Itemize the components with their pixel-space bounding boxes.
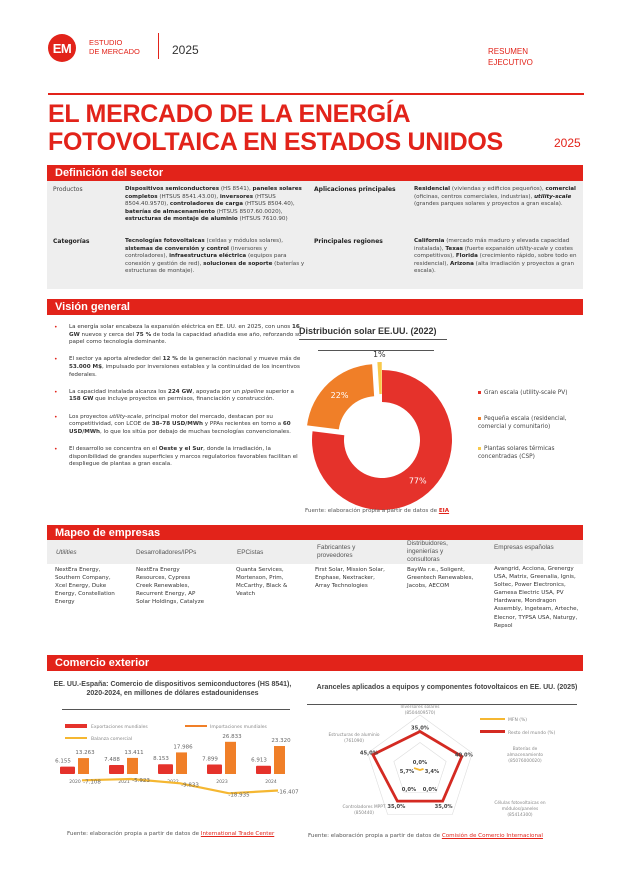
text-run: El sector ya aporta alrededor del bbox=[69, 356, 163, 363]
bar-imports-label: 13.263 bbox=[75, 750, 95, 757]
section-header-comercio: Comercio exterior bbox=[47, 655, 583, 671]
eia-link[interactable]: EIA bbox=[438, 508, 450, 514]
text-run: (celdas y módulos solares), bbox=[204, 238, 283, 244]
bold-text-run: Florida bbox=[455, 253, 478, 260]
column-header-epcistas: EPCistas bbox=[237, 549, 264, 556]
radar-data-label: 3,4% bbox=[424, 769, 440, 775]
text-run: (viviendas y edificios pequeños), bbox=[450, 186, 546, 192]
header-rule bbox=[48, 93, 584, 95]
legend-imports-swatch bbox=[185, 725, 207, 727]
pie-data-label: 22% bbox=[330, 390, 349, 400]
bold-text-run: Tecnologías fotovoltaicas bbox=[125, 238, 205, 244]
legend-rest-label: Resto del mundo (%) bbox=[508, 731, 556, 736]
bar-source bbox=[67, 831, 274, 837]
page-title bbox=[48, 100, 503, 156]
text-run: pipeline bbox=[241, 388, 264, 395]
regiones-label: Principales regiones bbox=[314, 238, 383, 245]
bar-imports bbox=[225, 742, 236, 774]
text-run: , principal motor del mercado, destacan por su competitividad, con LCOE de bbox=[69, 413, 273, 428]
tariff-radar-chart bbox=[320, 705, 590, 833]
x-axis-tick-label: 2022 bbox=[167, 780, 179, 785]
text-run: (inversores y controladores), bbox=[125, 245, 268, 260]
logo-line-2: DE MERCADO bbox=[89, 47, 140, 56]
text-run: (baterías y estructuras de montaje). bbox=[125, 260, 305, 275]
text-run: (oficinas, centros comerciales, industrias), bbox=[414, 193, 535, 200]
balance-data-label: -16.407 bbox=[277, 789, 299, 796]
text-run: Los proyectos bbox=[69, 413, 110, 420]
radar-data-label: 35,0% bbox=[387, 804, 406, 811]
pie-source bbox=[305, 508, 449, 514]
bold-text-run: soluciones de soporte bbox=[203, 260, 273, 267]
legend-swatch-icon bbox=[478, 391, 481, 394]
bold-text-run: paneles solares completos bbox=[125, 186, 302, 200]
radar-data-label: 35,0% bbox=[434, 804, 453, 811]
bar-imports-label: 13.411 bbox=[124, 749, 144, 756]
pie-data-label: 77% bbox=[408, 476, 427, 486]
radar-series-line bbox=[373, 732, 462, 802]
radar-gridline bbox=[394, 743, 446, 793]
radar-axis-label: (761090) bbox=[344, 739, 364, 744]
bold-text-run: 38–78 USD/MWh bbox=[151, 421, 204, 428]
text-run: superior a bbox=[263, 388, 294, 395]
column-header-utilities: Utilities bbox=[56, 549, 77, 556]
title-year: 2025 bbox=[554, 136, 581, 150]
bar-exports bbox=[109, 765, 124, 774]
legend-imports-label: Importaciones mundiales bbox=[210, 725, 267, 730]
bar-imports bbox=[274, 746, 285, 774]
radar-axis-label: almacenamiento bbox=[506, 753, 544, 758]
text-run: , donde la irradiación, la disponibilidad de grandes superficies y marcos regulatorios favorables facilitan el despliegue de plantas a gran escala. bbox=[69, 445, 298, 468]
text-run: , impulsado por inversiones estables y la continuidad de los incentivos federales. bbox=[69, 363, 300, 378]
document-type bbox=[488, 46, 533, 68]
bold-text-run: comercial bbox=[545, 186, 576, 192]
radar-axis-label: Estructuras de aluminio bbox=[328, 733, 380, 738]
bar-title-rule bbox=[62, 709, 290, 710]
logo-badge: EM bbox=[48, 34, 76, 62]
text-run: (equipos para conexión y gestión de red), bbox=[125, 253, 287, 267]
radar-series-line bbox=[414, 768, 424, 770]
legend-swatch-icon bbox=[478, 417, 481, 420]
balance-data-label: -18.935 bbox=[228, 792, 250, 799]
bar-exports bbox=[60, 767, 75, 774]
radar-chart-title: Aranceles aplicados a equipos y componentes fotovoltaicos en EE. UU. (2025) bbox=[316, 684, 578, 691]
vision-bullet-list bbox=[52, 324, 302, 478]
legend-swatch-icon bbox=[478, 447, 481, 450]
legend-exports-label: Exportaciones mundiales bbox=[91, 725, 148, 730]
page-title-line-2: FOTOVOLTAICA EN ESTADOS UNIDOS bbox=[48, 128, 503, 156]
bold-text-run: 158 GW bbox=[69, 396, 94, 403]
bar-chart-title: EE. UU.-España: Comercio de dispositivos semiconductores (HS 8541), 2020-2024, en millones de dólares estadounidenses bbox=[53, 681, 292, 697]
radar-source bbox=[308, 833, 543, 839]
text-run: y PPAs recientes en torno a bbox=[203, 421, 283, 428]
productos-label: Productos bbox=[53, 186, 83, 193]
radar-data-label: 0,0% bbox=[422, 787, 438, 793]
radar-source-text: Fuente: elaboración propia a partir de datos de bbox=[308, 833, 442, 839]
company-list-desarrolladores: NextEra Energy Resources, Cypress Creek Renewables, Recurrent Energy, AP Solar Holdings, Catalyze bbox=[136, 567, 205, 606]
x-axis-tick-label: 2024 bbox=[265, 780, 277, 785]
radar-axis-label: (850440) bbox=[354, 811, 374, 816]
bar-imports-label: 23.320 bbox=[271, 738, 291, 745]
bold-text-run: Arizona bbox=[449, 260, 474, 267]
bold-text-run: utility-scale bbox=[534, 193, 572, 200]
bold-text-run: controladores de carga bbox=[169, 201, 244, 208]
text-run: La capacidad instalada alcanza los bbox=[69, 388, 168, 395]
legend-balance-swatch bbox=[65, 737, 87, 739]
bold-text-run: inversores bbox=[219, 193, 254, 200]
text-run: que incluye proyectos en permisos, financiación y construcción. bbox=[93, 396, 275, 403]
section-header-vision: Visión general bbox=[47, 299, 583, 315]
x-axis-tick-label: 2021 bbox=[118, 780, 130, 785]
x-axis-tick-label: 2023 bbox=[216, 780, 228, 785]
bold-text-run: 224 GW bbox=[167, 388, 193, 395]
bold-text-run: 53.000 M$ bbox=[69, 363, 102, 370]
bold-text-run: estructuras de montaje de aluminio bbox=[125, 216, 238, 223]
trade-bar-chart bbox=[55, 718, 305, 813]
radar-data-label: 40,0% bbox=[454, 752, 473, 759]
company-list-distribuidores: BayWa r.e., Soligent, Greentech Renewables, Jacobs, AECOM bbox=[407, 567, 474, 590]
text-run: y costes competitivos), bbox=[414, 245, 573, 260]
bold-text-run: infraestructura eléctrica bbox=[169, 253, 247, 260]
document-type-line-2: EJECUTIVO bbox=[488, 58, 533, 67]
bold-text-run: 16 GW bbox=[69, 324, 300, 338]
bar-exports bbox=[158, 764, 173, 774]
bold-text-run: Texas bbox=[445, 245, 463, 252]
text-run: utility-scale bbox=[515, 245, 549, 252]
bold-text-run: 75 % bbox=[135, 331, 152, 338]
radar-axis-label: Células fotovoltaicas en bbox=[494, 801, 546, 806]
pie-chart bbox=[300, 350, 460, 510]
bar-exports-label: 8.153 bbox=[153, 756, 169, 763]
radar-axis-label: módulos/paneles bbox=[501, 807, 539, 812]
aplicaciones-label: Aplicaciones principales bbox=[314, 186, 396, 193]
bar-exports-label: 7.488 bbox=[104, 757, 120, 764]
bold-text-run: Residencial bbox=[414, 186, 451, 192]
balance-data-label: -7.108 bbox=[83, 779, 101, 786]
bar-exports bbox=[256, 766, 271, 774]
x-axis-tick-label: 2020 bbox=[69, 780, 81, 785]
radar-axis-label: (85414300) bbox=[507, 813, 533, 818]
vision-bullet bbox=[52, 446, 302, 469]
vision-bullet bbox=[52, 414, 302, 437]
text-run: (HTSUS 8507.60.0020), bbox=[214, 208, 283, 215]
vision-bullet bbox=[52, 389, 302, 404]
company-list-utilities: NextEra Energy, Southern Company, Xcel Energy, Duke Energy, Constellation Energy bbox=[55, 567, 115, 606]
logo-text bbox=[89, 38, 140, 56]
document-type-line-1: RESUMEN bbox=[488, 47, 529, 56]
radar-data-label: 0,0% bbox=[412, 760, 428, 766]
text-run: El desarrollo se concentra en el bbox=[69, 445, 159, 452]
pie-legend-label: Gran escala (utility-scale PV) bbox=[484, 390, 568, 396]
legend-mfn-label: MFN (%) bbox=[508, 718, 528, 723]
radar-data-label: 0,0% bbox=[401, 787, 417, 793]
header-year: 2025 bbox=[172, 43, 199, 57]
company-list-espanolas: Avangrid, Acciona, Grenergy USA, Matrix, Greenalia, Ignis, Soltec, Power Electronics, Gamesa Electric USA, PV Hardware, Mondragon Assembly, Ingeteam, Arteche, Elecnor, TYPSA USA, Naturgy, Repsol bbox=[494, 566, 579, 629]
text-run: de la generación nacional y mueve más de bbox=[177, 356, 301, 363]
bold-text-run: 60 USD/MWh bbox=[69, 421, 291, 435]
bar-exports-label: 6.913 bbox=[251, 757, 267, 764]
bar-imports-label: 17.986 bbox=[173, 744, 193, 751]
column-header-desarrolladores: Desarrolladores/IPPs bbox=[136, 549, 197, 556]
bold-text-run: sistemas de conversión y control bbox=[125, 245, 229, 252]
section-header-mapeo: Mapeo de empresas bbox=[47, 525, 583, 541]
categorias-label: Categorías bbox=[53, 238, 90, 245]
categorias-value bbox=[125, 238, 310, 276]
radar-axis-label: (8504409570) bbox=[404, 711, 436, 716]
bar-imports bbox=[78, 758, 89, 774]
aplicaciones-value bbox=[414, 186, 579, 209]
text-run: (HTSUS 8504.40), bbox=[243, 201, 295, 208]
text-run: (HTSUS 7610.90) bbox=[237, 216, 288, 223]
column-header-fabricantes: Fabricantes y proveedores bbox=[317, 544, 356, 559]
legend-balance-label: Balanza comercial bbox=[91, 737, 133, 742]
header-divider bbox=[158, 33, 159, 59]
vision-bullet bbox=[52, 324, 302, 347]
logo-line-1: ESTUDIO bbox=[89, 38, 123, 47]
pie-data-label: 1% bbox=[372, 350, 386, 360]
radar-data-label: 5,7% bbox=[399, 769, 415, 775]
legend-rest-swatch bbox=[480, 730, 505, 733]
radar-title-rule bbox=[307, 704, 577, 705]
text-run: (HTSUS 8541.43.00), bbox=[157, 193, 220, 200]
pie-title-underline bbox=[299, 339, 447, 340]
text-run: nuevos y cerca del bbox=[79, 331, 136, 338]
regiones-value bbox=[414, 238, 579, 276]
pie-legend-label: Plantas solares térmicas concentradas (CSP) bbox=[478, 446, 555, 460]
radar-axis-label: Controladores MPPT bbox=[342, 805, 386, 810]
text-run: (HTSUS 8504.40.9570), bbox=[125, 193, 276, 208]
balance-data-label: -9.833 bbox=[181, 782, 199, 789]
pie-legend-item bbox=[478, 445, 588, 461]
productos-value bbox=[125, 186, 310, 224]
bold-text-run: Dispositivos semiconductores bbox=[125, 186, 220, 192]
company-list-fabricantes: First Solar, Mission Solar, Enphase, Nextracker, Array Technologies bbox=[315, 567, 385, 590]
text-run: , apoyada por un bbox=[192, 388, 242, 395]
bold-text-run: Oeste y el Sur bbox=[158, 445, 204, 452]
pie-chart-title: Distribución solar EE.UU. (2022) bbox=[299, 326, 437, 336]
bar-source-text: Fuente: elaboración propia a partir de datos de bbox=[67, 831, 201, 837]
bar-imports-label: 26.833 bbox=[222, 733, 242, 740]
bold-text-run: 12 % bbox=[162, 356, 178, 363]
bar-exports bbox=[207, 765, 222, 774]
text-run: La energía solar encabeza la expansión eléctrica en EE. UU. en 2025, con unos bbox=[69, 324, 292, 330]
text-run: , lo que los sitúa por debajo de muchas tecnologías convencionales. bbox=[99, 428, 291, 435]
text-run: (HS 8541), bbox=[219, 186, 253, 192]
section-header-definicion: Definición del sector bbox=[47, 165, 583, 181]
text-run: (grandes parques solares y proyectos a gran escala). bbox=[414, 201, 563, 208]
pie-legend-label: Pequeña escala (residencial, comercial y comunitario) bbox=[478, 416, 567, 430]
pie-legend-item bbox=[478, 415, 588, 431]
vision-bullet bbox=[52, 356, 302, 379]
balance-line bbox=[82, 779, 278, 793]
legend-mfn-swatch bbox=[480, 718, 505, 720]
pie-legend-item bbox=[478, 389, 588, 397]
pie-slice bbox=[377, 362, 381, 394]
bar-exports-label: 7.899 bbox=[202, 756, 218, 763]
text-run: (alta irradiación y proyectos a gran escala). bbox=[414, 260, 574, 275]
bar-exports-label: 6.155 bbox=[55, 758, 71, 765]
balance-data-label: -5.923 bbox=[132, 778, 150, 784]
pie-source-text: Fuente: elaboración propia a partir de datos de bbox=[305, 508, 439, 514]
bar-imports bbox=[176, 752, 187, 774]
radar-axis-label: (85076000020) bbox=[508, 759, 542, 764]
text-run: (crecimiento rápido, sobre todo en residencial), bbox=[414, 253, 577, 267]
bold-text-run: baterías de almacenamiento bbox=[125, 208, 215, 215]
page-title-line-1: EL MERCADO DE LA ENERGÍA bbox=[48, 100, 411, 128]
legend-exports-swatch bbox=[65, 724, 87, 728]
text-run: de toda la capacidad añadida ese año, reforzando su papel como tecnología dominante. bbox=[69, 331, 302, 346]
radar-axis-label: Baterías de bbox=[512, 747, 538, 752]
radar-data-label: 45,0% bbox=[359, 750, 378, 757]
cci-link[interactable]: Comisión de Comercio Internacional bbox=[441, 833, 543, 839]
text-run: utility-scale bbox=[109, 413, 142, 420]
text-run: (mercado más maduro y elevada capacidad instalada), bbox=[414, 238, 570, 252]
text-run: (fuerte expansión bbox=[462, 245, 516, 252]
bold-text-run: California bbox=[414, 238, 445, 244]
column-header-distribuidores: Distribuidores, ingenierías y consultoras bbox=[407, 540, 448, 563]
column-header-espanolas: Empresas españolas bbox=[494, 544, 554, 551]
itc-link[interactable]: International Trade Center bbox=[200, 831, 275, 837]
bar-imports bbox=[127, 758, 138, 774]
radar-axis-label: Inversores solares bbox=[400, 705, 440, 710]
pie-legend bbox=[478, 389, 588, 461]
radar-data-label: 35,0% bbox=[411, 725, 429, 732]
company-list-epcistas: Quanta Services, Mortenson, Prim, McCarthy, Black & Veatch bbox=[236, 567, 288, 598]
